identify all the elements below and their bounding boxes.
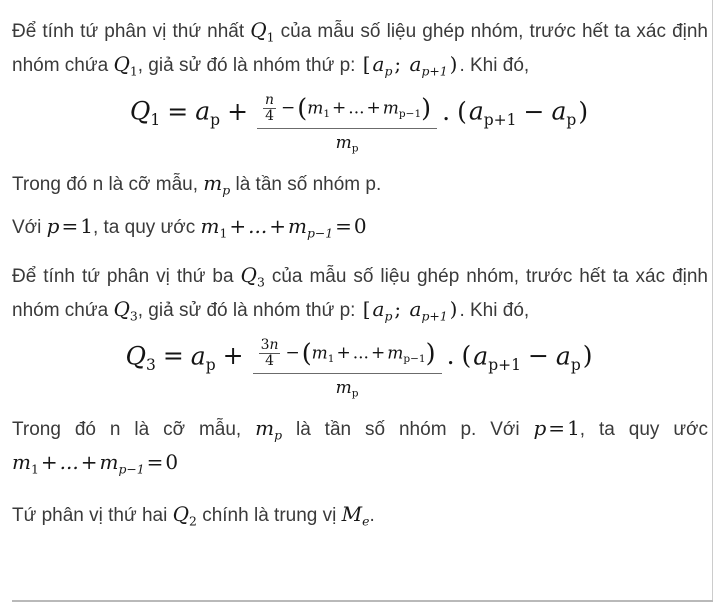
text-run: là tần số nhóm p. <box>230 173 382 195</box>
text-run: , ta quy ước <box>92 216 201 238</box>
small-fraction-n-over-4: $\frac{n}{4}$ <box>265 92 275 124</box>
text-run: là tần số nhóm p. Với <box>282 418 534 440</box>
inline-math-me: $M_e$ <box>341 501 370 529</box>
fraction <box>257 93 437 153</box>
inline-math-q3: $Q_3$ <box>240 262 265 290</box>
denominator: $m_p$ <box>335 378 359 400</box>
inline-math-sum-zero: $m_1$ + ... + $m_{p-1} = 0$ <box>12 449 179 477</box>
inline-math-q1: $Q_1$ <box>250 18 275 45</box>
text-run: Để tính tứ phân vị thứ nhất <box>12 21 251 42</box>
small-fraction-3n-over-4: $\frac{3n}{4}$ <box>260 336 279 369</box>
formula-q3: $Q_3 = a_p$ + $\frac{3n}{4}$ $-(m_1$ + ... + $m_{p-1}$) $m_p$ . $(a_{p+1} - a_p)$ <box>125 336 593 400</box>
text-run: của mẫu số liệu ghép nhóm, trước hết ta xác định nhóm chứa <box>12 21 708 76</box>
denominator: $m_p$ <box>335 133 359 155</box>
inline-math-mp: $m_p$ <box>203 170 231 198</box>
inline-math-mp: $m_p$ <box>255 415 283 443</box>
right-border-divider <box>712 0 713 600</box>
paragraph-q2-median <box>12 498 708 532</box>
paragraph-convention <box>12 210 708 244</box>
fraction <box>253 338 442 398</box>
text-run: Với <box>12 216 47 238</box>
paragraph-q3-intro <box>12 259 708 327</box>
text-run: Trong đó n là cỡ mẫu, <box>12 418 256 440</box>
inline-math-q1: $Q_1$ <box>113 52 138 79</box>
text-run: . Khi đó, <box>459 55 530 76</box>
text-run: . <box>369 504 375 526</box>
text-run: của mẫu số liệu ghép nhóm, trước hết ta xác định nhóm chứa <box>12 265 708 321</box>
text-run: chính là trung vị <box>196 504 342 526</box>
numerator: $\frac{n}{4}$ $-(m_1$ + ... + $m_{p-1}$) <box>257 93 437 129</box>
inline-math-interval: [ $a_p$ ; $a_{p+1}$ ) <box>362 52 458 79</box>
text-run: , giả sử đó là nhóm thứ p: <box>137 299 361 321</box>
text-run: , giả sử đó là nhóm thứ p: <box>137 55 361 76</box>
formula-q1: $Q_1 = a_p$ + $\frac{n}{4}$ $-(m_1$ + ... + $m_{p-1}$) $m_p$ . $(a_{p+1} - a_p)$ <box>129 92 589 155</box>
text-run: Trong đó n là cỡ mẫu, <box>12 173 204 195</box>
inline-math-p-eq-1: p = 1 <box>46 213 93 238</box>
bottom-divider <box>12 600 713 602</box>
inline-math-q2: $Q_2$ <box>172 501 197 529</box>
numerator: $\frac{3n}{4}$ $-(m_1$ + ... + $m_{p-1}$) <box>253 338 442 374</box>
paragraph-note-n <box>12 167 708 201</box>
text-run: Để tính tứ phân vị thứ ba <box>12 265 241 287</box>
text-run: Tứ phân vị thứ hai <box>12 504 173 526</box>
paragraph-q1-intro <box>12 14 708 82</box>
inline-math-p-eq-1: p = 1 <box>533 415 580 440</box>
inline-math-sum-zero: $m_1$ + ... + $m_{p-1} = 0$ <box>200 213 367 241</box>
paragraph-note-n-2 <box>12 412 708 480</box>
text-run: , ta quy ước <box>579 418 708 440</box>
inline-math-interval: [ $a_p$ ; $a_{p+1}$ ) <box>362 296 458 324</box>
inline-math-q3: $Q_3$ <box>113 296 138 324</box>
text-run: . Khi đó, <box>459 299 530 321</box>
